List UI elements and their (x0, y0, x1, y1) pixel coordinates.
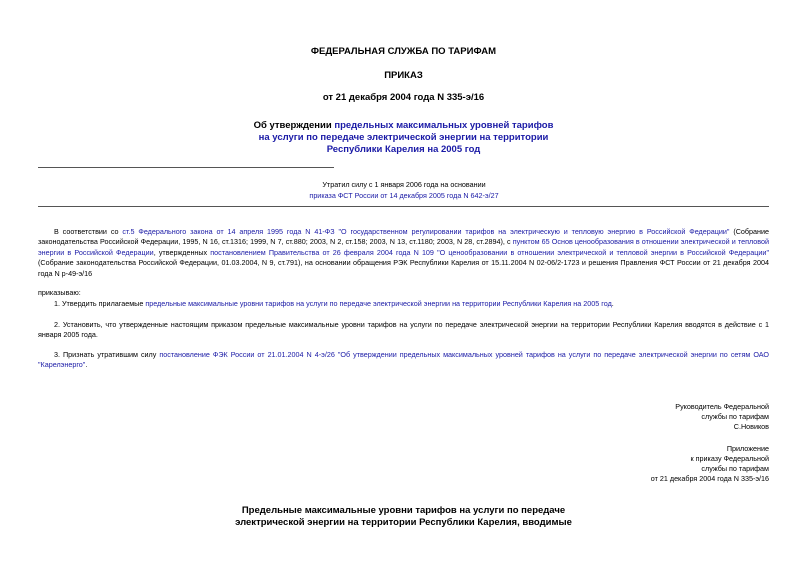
appendix-line-4: от 21 декабря 2004 года N 335-э/16 (650, 474, 769, 483)
appendix-title-line-1: Предельные максимальные уровни тарифов на услуги по передаче (241, 505, 566, 516)
status-line-1: Утратил силу с 1 января 2006 года на основании (322, 180, 486, 189)
item1-link[interactable]: предельные максимальные уровни тарифов на услуги по передаче электрической энергии на территории Республики Карелия на 2005 год (145, 299, 612, 308)
status-link[interactable]: приказа ФСТ России от 14 декабря 2005 года N 642-э/27 (309, 191, 499, 200)
signature-line-3: С.Новиков (733, 422, 769, 431)
doc-type: ПРИКАЗ (384, 70, 423, 81)
subject-link-3[interactable]: Республики Карелия на 2005 год (326, 144, 481, 155)
appendix-title (0, 505, 807, 529)
signature-line-1: Руководитель Федеральной (675, 402, 769, 411)
appendix-line-2: к приказу Федеральной (690, 454, 769, 463)
preamble-paragraph (38, 227, 769, 279)
order-word: приказываю: (38, 288, 81, 297)
preamble-link-law[interactable]: ст.5 Федерального закона от 14 апреля 1995 года N 41-ФЗ "О государственном регулировании тарифов на электрическую и тепловую энергию в Российской Федерации" (122, 227, 730, 236)
item3-link[interactable]: постановление ФЭК России от 21.01.2004 N 4-э/26 "Об утверждении предельных максимальных уровней тарифов на услуги по передаче электрической энергии по сетям ОАО "Карелэнерго" (38, 350, 769, 370)
appendix-line-1: Приложение (726, 444, 769, 453)
preamble-text-2: (Собрание законодательства Российской Федерации, 1995, N 16, ст.1316; 1999, N 7, ст.880; 2003, N 2, ст.158; 2003, N 13, ст.1180; 2003, N 28, ст.2894), с (38, 227, 770, 247)
appendix-block (651, 444, 769, 484)
signature-block (675, 402, 769, 432)
preamble-text-4: (Собрание законодательства Российской Федерации, 01.03.2004, N 9, ст.791), на основании обращения РЭК Республики Карелия от 15.11.2004 N 02-06/2-1723 и решения Правления ФСТ России от 21 декабря 2004 года N р-49-э/16 (38, 258, 769, 278)
subject-link-1[interactable]: предельных максимальных уровней тарифов (334, 120, 554, 131)
order-item-2: 2. Установить, что утвержденные настоящим приказом предельные максимальные уровни тарифов на услуги по передаче электрической энергии на территории Республики Карелия вводятся в действие с 1 января 2005 года. (38, 320, 769, 340)
doc-date-number: от 21 декабря 2004 года N 335-э/16 (322, 92, 485, 103)
order-item-1 (38, 299, 769, 309)
item1-text: 1. Утвердить прилагаемые (54, 299, 146, 308)
order-item-3 (38, 350, 769, 371)
doc-subject (0, 120, 807, 156)
appendix-title-line-2: электрической энергии на территории Республики Карелия, вводимые (235, 517, 572, 528)
agency-title: ФЕДЕРАЛЬНАЯ СЛУЖБА ПО ТАРИФАМ (310, 46, 497, 57)
divider-top (38, 167, 334, 168)
divider-bottom (38, 206, 769, 207)
signature-line-2: службы по тарифам (701, 412, 769, 421)
subject-link-2[interactable]: на услуги по передаче электрической энергии на территории (258, 132, 549, 143)
preamble-link-decree[interactable]: постановлением Правительства от 26 февраля 2004 года N 109 "О ценообразовании в отношении электрической и тепловой энергии в Российской Федерации" (210, 247, 769, 257)
preamble-link-basics[interactable]: пунктом 65 Основ ценообразования в отношении электрической и тепловой энергии в Российской Федерации (38, 237, 769, 257)
item3-text: 3. Признать утратившим силу (54, 350, 160, 359)
item1-end: . (611, 299, 614, 308)
preamble-text-3: , утвержденных (153, 247, 211, 257)
preamble-text-1: В соответствии со (54, 227, 123, 236)
subject-prefix: Об утверждении (253, 120, 335, 131)
appendix-line-3: службы по тарифам (701, 464, 769, 473)
item3-end: . (85, 360, 88, 370)
